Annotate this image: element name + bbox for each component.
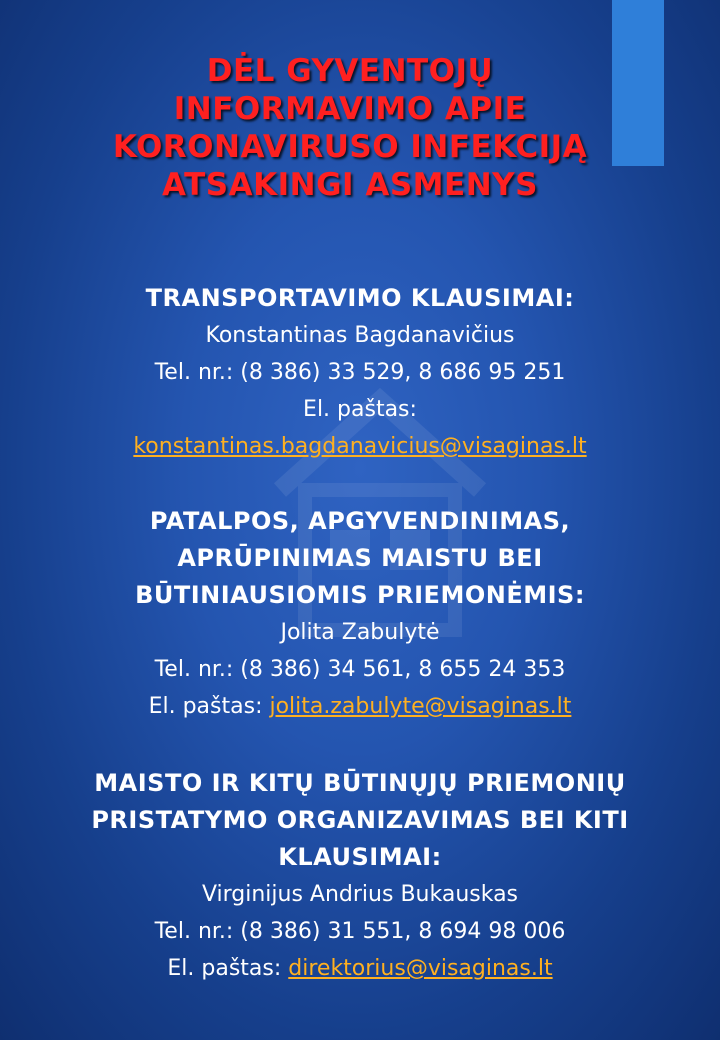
page-title: [20, 52, 680, 204]
section-heading: KLAUSIMAI:: [278, 843, 442, 871]
title-line: ATSAKINGI ASMENYS: [162, 167, 538, 203]
contact-name: Virginijus Andrius Bukauskas: [201, 882, 519, 907]
email-link[interactable]: jolita.zabulyte@visaginas.lt: [269, 694, 572, 719]
section-heading: PRISTATYMO ORGANIZAVIMAS BEI KITI: [91, 806, 629, 834]
section-heading: APRŪPINIMAS MAISTU BEI: [177, 544, 543, 572]
email-link[interactable]: konstantinas.bagdanavicius@visaginas.lt: [133, 434, 587, 459]
contact-name: Jolita Zabulytė: [280, 620, 440, 645]
title-line: INFORMAVIMO APIE: [173, 91, 527, 127]
contact-section-accommodation: [10, 503, 710, 725]
contact-phone: Tel. nr.: (8 386) 31 551, 8 694 98 006: [154, 919, 566, 944]
section-heading: TRANSPORTAVIMO KLAUSIMAI:: [145, 284, 575, 312]
email-link[interactable]: direktorius@visaginas.lt: [288, 956, 553, 981]
contact-section-delivery: [10, 765, 710, 987]
section-heading: MAISTO IR KITŲ BŪTINŲJŲ PRIEMONIŲ: [94, 769, 626, 797]
section-heading: PATALPOS, APGYVENDINIMAS,: [149, 507, 571, 535]
email-line: [10, 950, 710, 987]
email-line: [10, 688, 710, 725]
contact-phone: Tel. nr.: (8 386) 34 561, 8 655 24 353: [154, 657, 566, 682]
title-line: DĖL GYVENTOJŲ: [206, 53, 494, 89]
title-line: KORONAVIRUSO INFEKCIJĄ: [112, 129, 588, 165]
email-label: El. paštas:: [148, 694, 270, 719]
section-heading: BŪTINIAUSIOMIS PRIEMONĖMIS:: [135, 581, 585, 609]
email-label: El. paštas:: [167, 956, 289, 981]
email-label: El. paštas:: [303, 397, 417, 422]
contact-name: Konstantinas Bagdanavičius: [205, 323, 515, 348]
contact-phone: Tel. nr.: (8 386) 33 529, 8 686 95 251: [154, 360, 566, 385]
contact-section-transport: [10, 280, 710, 465]
